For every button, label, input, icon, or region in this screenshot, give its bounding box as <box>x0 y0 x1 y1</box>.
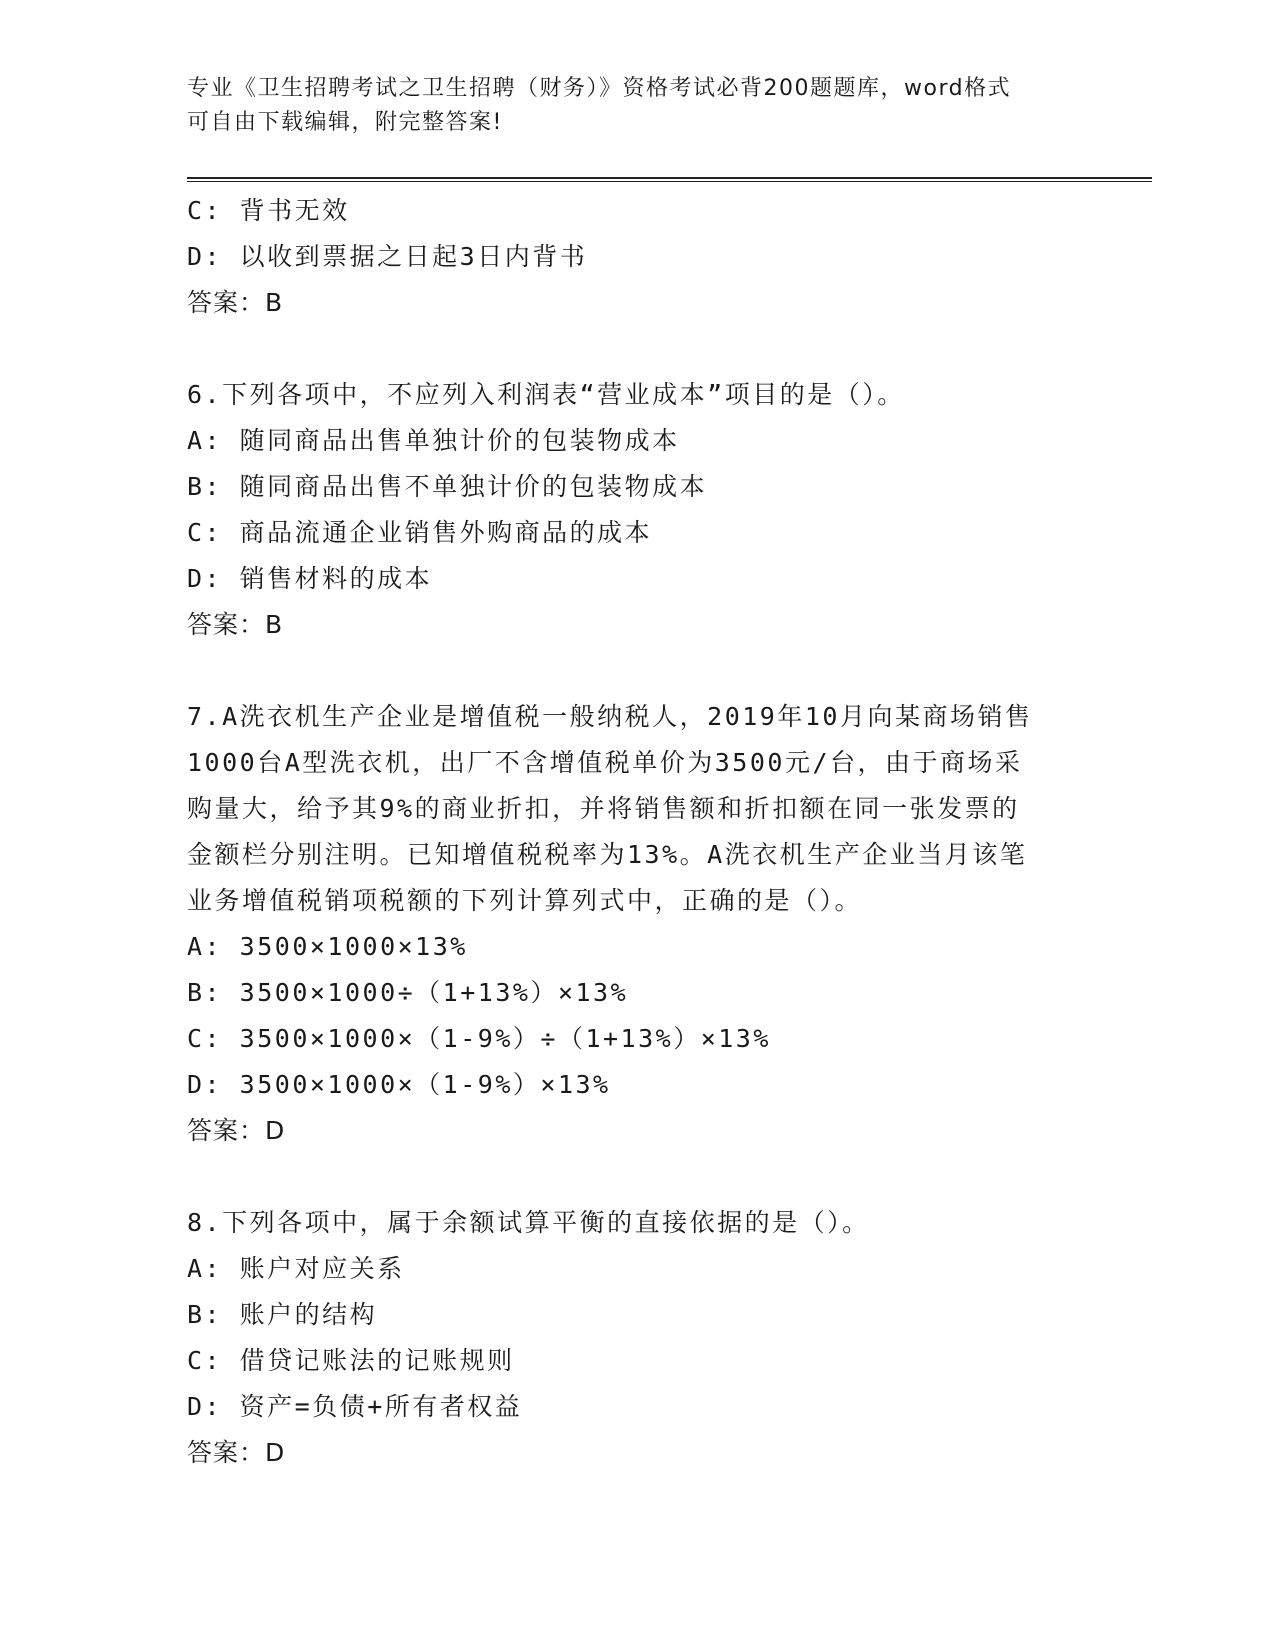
option-label: A: <box>187 1254 223 1283</box>
option-d <box>187 234 1087 280</box>
question-6 <box>187 372 1087 648</box>
prev-question <box>187 188 1087 326</box>
option-label: C: <box>187 518 223 547</box>
option-label: B: <box>187 472 223 501</box>
option-d <box>187 1384 1087 1430</box>
option-b <box>187 1292 1087 1338</box>
answer: 答案：D <box>187 1116 286 1145</box>
option-text: 商品流通企业销售外购商品的成本 <box>239 518 653 547</box>
option-text: 以收到票据之日起3日内背书 <box>239 242 588 271</box>
stem-line: 购量大，给予其9%的商业折扣，并将销售额和折扣额在同一张发票的 <box>187 794 1020 823</box>
option-label: D: <box>187 1070 223 1099</box>
page-header <box>187 72 1087 140</box>
option-label: C: <box>187 1346 223 1375</box>
option-text: 3500×1000×（1-9%）÷（1+13%）×13% <box>239 1024 771 1053</box>
question-stem <box>187 372 1067 418</box>
option-label: B: <box>187 1300 223 1329</box>
option-c <box>187 1016 1087 1062</box>
question-7 <box>187 694 1087 1154</box>
option-label: D: <box>187 564 223 593</box>
option-c <box>187 510 1087 556</box>
option-text: 3500×1000×13% <box>239 932 468 961</box>
option-a <box>187 1246 1087 1292</box>
option-label: C: <box>187 1024 223 1053</box>
option-label: B: <box>187 978 223 1007</box>
option-a <box>187 418 1087 464</box>
option-text: 借贷记账法的记账规则 <box>239 1346 515 1375</box>
option-c <box>187 188 1087 234</box>
option-d <box>187 1062 1087 1108</box>
option-text: 随同商品出售单独计价的包装物成本 <box>239 426 680 455</box>
option-label: D: <box>187 242 223 271</box>
question-stem <box>187 1200 1067 1246</box>
option-text: 背书无效 <box>239 196 350 225</box>
question-stem <box>187 694 1067 924</box>
option-text: 销售材料的成本 <box>239 564 433 593</box>
option-text: 资产=负债+所有者权益 <box>239 1392 523 1421</box>
option-label: A: <box>187 932 223 961</box>
option-text: 3500×1000÷（1+13%）×13% <box>239 978 629 1007</box>
option-a <box>187 924 1087 970</box>
answer: 答案：B <box>187 610 284 639</box>
question-8 <box>187 1200 1087 1476</box>
option-label: A: <box>187 426 223 455</box>
option-b <box>187 970 1087 1016</box>
header-line-2: 可自由下载编辑，附完整答案! <box>187 110 503 135</box>
option-b <box>187 464 1087 510</box>
answer: 答案：B <box>187 288 284 317</box>
stem-line: 8.下列各项中，属于余额试算平衡的直接依据的是（）。 <box>187 1208 870 1237</box>
option-label: D: <box>187 1392 223 1421</box>
header-line-1: 专业《卫生招聘考试之卫生招聘（财务）》资格考试必背200题题库，word格式 <box>187 76 1012 101</box>
header-divider <box>187 177 1152 182</box>
option-label: C: <box>187 196 223 225</box>
option-c <box>187 1338 1087 1384</box>
stem-line: 1000台A型洗衣机，出厂不含增值税单价为3500元/台，由于商场采 <box>187 748 1023 777</box>
stem-line: 6.下列各项中，不应列入利润表“营业成本”项目的是（）。 <box>187 380 905 409</box>
option-text: 账户对应关系 <box>239 1254 405 1283</box>
option-text: 随同商品出售不单独计价的包装物成本 <box>239 472 708 501</box>
answer: 答案：D <box>187 1438 286 1467</box>
option-text: 账户的结构 <box>239 1300 378 1329</box>
stem-line: 7.A洗衣机生产企业是增值税一般纳税人，2019年10月向某商场销售 <box>187 702 1033 731</box>
stem-line: 业务增值税销项税额的下列计算列式中，正确的是（）。 <box>187 886 863 915</box>
option-text: 3500×1000×（1-9%）×13% <box>239 1070 611 1099</box>
option-d <box>187 556 1087 602</box>
stem-line: 金额栏分别注明。已知增值税税率为13%。A洗衣机生产企业当月该笔 <box>187 840 1028 869</box>
question-content <box>187 188 1087 1476</box>
